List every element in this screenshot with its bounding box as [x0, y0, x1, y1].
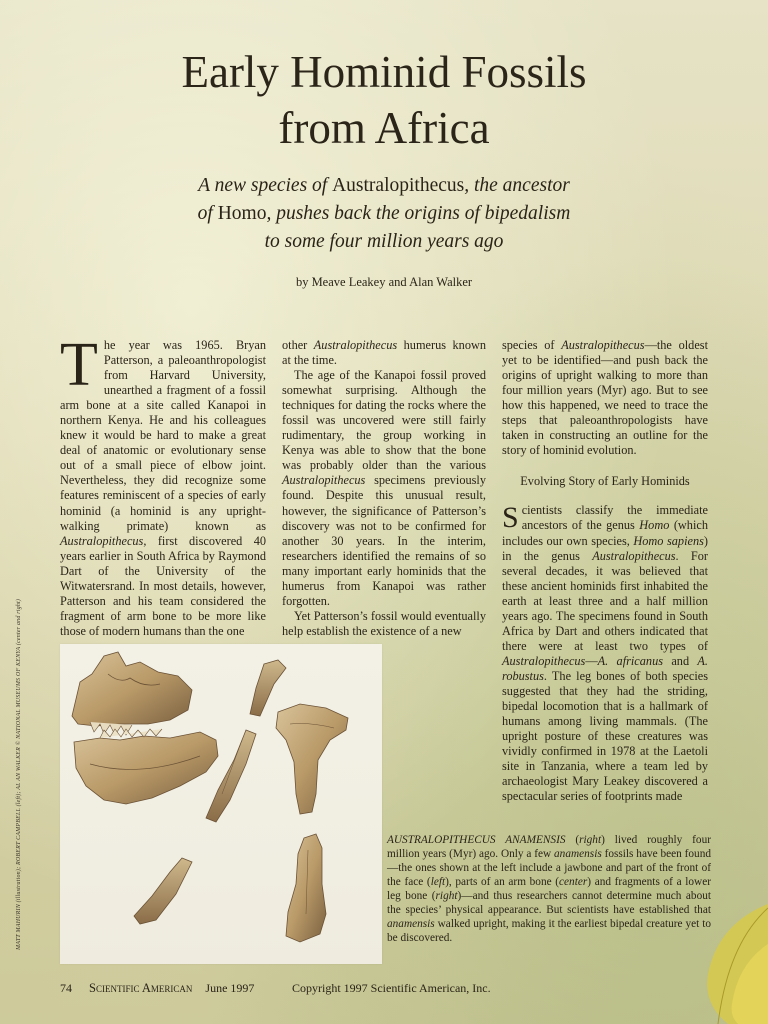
- body-text: first discovered 40 years earlier in South Africa by Raymond Dart of the University of the Witwatersrand. In most details, however, Patterson and his team considered the fragment of arm bone to be more like those of modern humans than the one: [60, 533, 266, 638]
- body-column-1: [60, 331, 266, 639]
- caption-fragment: ), parts of an arm bone (: [445, 876, 560, 889]
- subtitle-text: , pushes back the origins of bipedalism: [266, 203, 571, 224]
- fossil-photo: [60, 644, 382, 964]
- byline: by Meave Leakey and Alan Walker: [295, 275, 473, 289]
- caption-italic: anamensis: [554, 848, 602, 861]
- drop-cap: T: [60, 331, 98, 399]
- body-text: specimens previously found. Despite this unusual result, however, the significance of Patterson’s discovery was not to be confirmed for another 30 years. In the interim, researchers identified the remains of so many important early hominids that the humerus from Kanapoi was rather forgotten.: [282, 473, 486, 608]
- italic-term: A. robustus: [502, 653, 709, 683]
- caption-fragment: fossils have been found—the ones shown at the left include a jawbone and part of the front of the face (: [387, 848, 711, 889]
- body-text: —the oldest yet to be identified—and push back the origins of upright walking to more than four million years (Myr) ago. But to see how this happened, we need to trace the steps that paleoanthropologists have taken in constructing an outline for the story of hominid evolution.: [502, 338, 708, 458]
- caption-fragment: (: [565, 834, 580, 846]
- italic-term: A. africanus: [597, 653, 664, 668]
- caption-species: AUSTRALOPITHECUS ANAMENSIS: [387, 834, 566, 846]
- paragraph: [502, 503, 708, 804]
- tibia-fossil-upper: [276, 704, 348, 814]
- italic-term: Homo: [639, 518, 670, 533]
- caption-italic: anamensis: [387, 918, 435, 931]
- issue-date: June 1997: [205, 981, 255, 995]
- body-text: humerus known at the time.: [282, 338, 486, 368]
- paragraph: Yet Patterson’s fossil would eventually help establish the existence of a new: [282, 608, 486, 638]
- subtitle-text: to some four million years ago: [264, 231, 504, 252]
- caption-fragment: ) and fragments of a lower leg bone (: [387, 876, 711, 903]
- article-subtitle: [150, 172, 618, 256]
- paragraph: [60, 331, 266, 639]
- paragraph: [282, 338, 486, 368]
- page-number: 74: [60, 981, 72, 995]
- article-title: [0, 44, 768, 156]
- italic-term: Australopithecus: [502, 653, 586, 668]
- arm-bone-fragment-lower: [134, 858, 192, 924]
- caption-fragment: )—and thus researchers cannot determine much about the species’ physical appearance. But scientists have established that: [387, 890, 712, 917]
- page-footer: [60, 981, 254, 996]
- section-subhead: Evolving Story of Early Hominids: [520, 474, 690, 489]
- tibia-fossil-lower: [286, 834, 326, 942]
- caption-italic: right: [579, 834, 602, 846]
- body-text: cientists classify the immediate ancestors of the genus: [521, 503, 708, 533]
- italic-term: Australopithecus: [592, 548, 676, 563]
- drop-cap: S: [502, 501, 519, 535]
- subtitle-genus: Australopithecus: [332, 175, 465, 196]
- copyright-notice: Copyright 1997 Scientific American, Inc.: [292, 981, 491, 995]
- subtitle-genus: Homo: [217, 203, 267, 224]
- italic-term: Australopithecus: [313, 338, 398, 352]
- photo-credit: MATT MAHURIN (illustration); ROBERT CAMPBELL (left); AL AN WALKER © NATIONAL MUSEUMS OF KENYA (center and right): [16, 598, 22, 950]
- body-text: (which includes our own species,: [502, 518, 708, 548]
- paragraph: [502, 338, 708, 458]
- italic-term: Australopithecus,: [60, 533, 147, 548]
- body-text: he year was 1965. Bryan Patterson, a paleoanthropologist from Harvard University, unearthed a fragment of a fossil arm bone at a site called Kanapoi in northern Kenya. He and his colleagues knew it would be hard to make a great deal of anatomic or evolutionary sense out of a small piece of elbow joint. Nevertheless, they did recognize some features reminiscent of a species of early hominid (a hominid is any upright-walking primate) known as: [60, 338, 266, 533]
- subtitle-text: A new species of: [198, 175, 333, 196]
- body-text: other: [282, 338, 314, 352]
- italic-term: Homo sapiens: [633, 533, 704, 548]
- body-text: and: [663, 653, 698, 668]
- caption-italic: left: [430, 876, 446, 889]
- paragraph: [282, 368, 486, 609]
- caption-fragment: walked upright, making it the earliest bipedal creature yet to be discovered.: [387, 918, 711, 945]
- body-text: —: [585, 653, 598, 668]
- italic-term: Australopithecus: [282, 473, 366, 488]
- leaf-decoration: [648, 884, 768, 1024]
- body-text: species of: [502, 338, 562, 352]
- magazine-name: Scientific American: [89, 981, 193, 995]
- body-column-3: [502, 338, 708, 804]
- arm-bone-fragment-top: [250, 660, 286, 716]
- caption-italic: right: [435, 890, 458, 903]
- subtitle-text: , the ancestor: [464, 175, 570, 196]
- subtitle-text: of: [197, 203, 218, 224]
- maxilla-fossil: [72, 652, 192, 735]
- italic-term: Australopithecus: [561, 338, 645, 352]
- caption-italic: center: [559, 876, 588, 889]
- body-text: ) in the genus: [502, 533, 708, 563]
- jawbone-fossil: [74, 729, 218, 804]
- fossil-illustration: [60, 644, 382, 964]
- body-text: The age of the Kanapoi fossil proved somewhat surprising. Although the techniques for dating the rocks where the fossil was uncovered were still fairly rudimentary, the group working in Kenya was able to show that the bone was probably older than the various: [282, 368, 486, 473]
- body-text: . For several decades, it was believed that these ancient hominids first inhabited the earth at least three and a half million years ago. The specimens found in South Africa by Dart and others indicated that there were at least two types of: [502, 548, 709, 653]
- body-text: . The leg bones of both species suggested that they had the striding, bipedal locomotion that is a hallmark of humans among living mammals. (The upright posture of these creatures was vividly confirmed in 1978 at the Laetoli site in Tanzania, where a team led by archaeologist Mary Leakey discovered a spectacular series of footprints made: [502, 668, 708, 804]
- title-line-1: Early Hominid Fossils: [181, 47, 587, 97]
- title-line-2: from Africa: [278, 103, 490, 153]
- caption-fragment: ) lived roughly four million years (Myr) ago. Only a few: [387, 834, 711, 861]
- body-column-2: [282, 338, 486, 639]
